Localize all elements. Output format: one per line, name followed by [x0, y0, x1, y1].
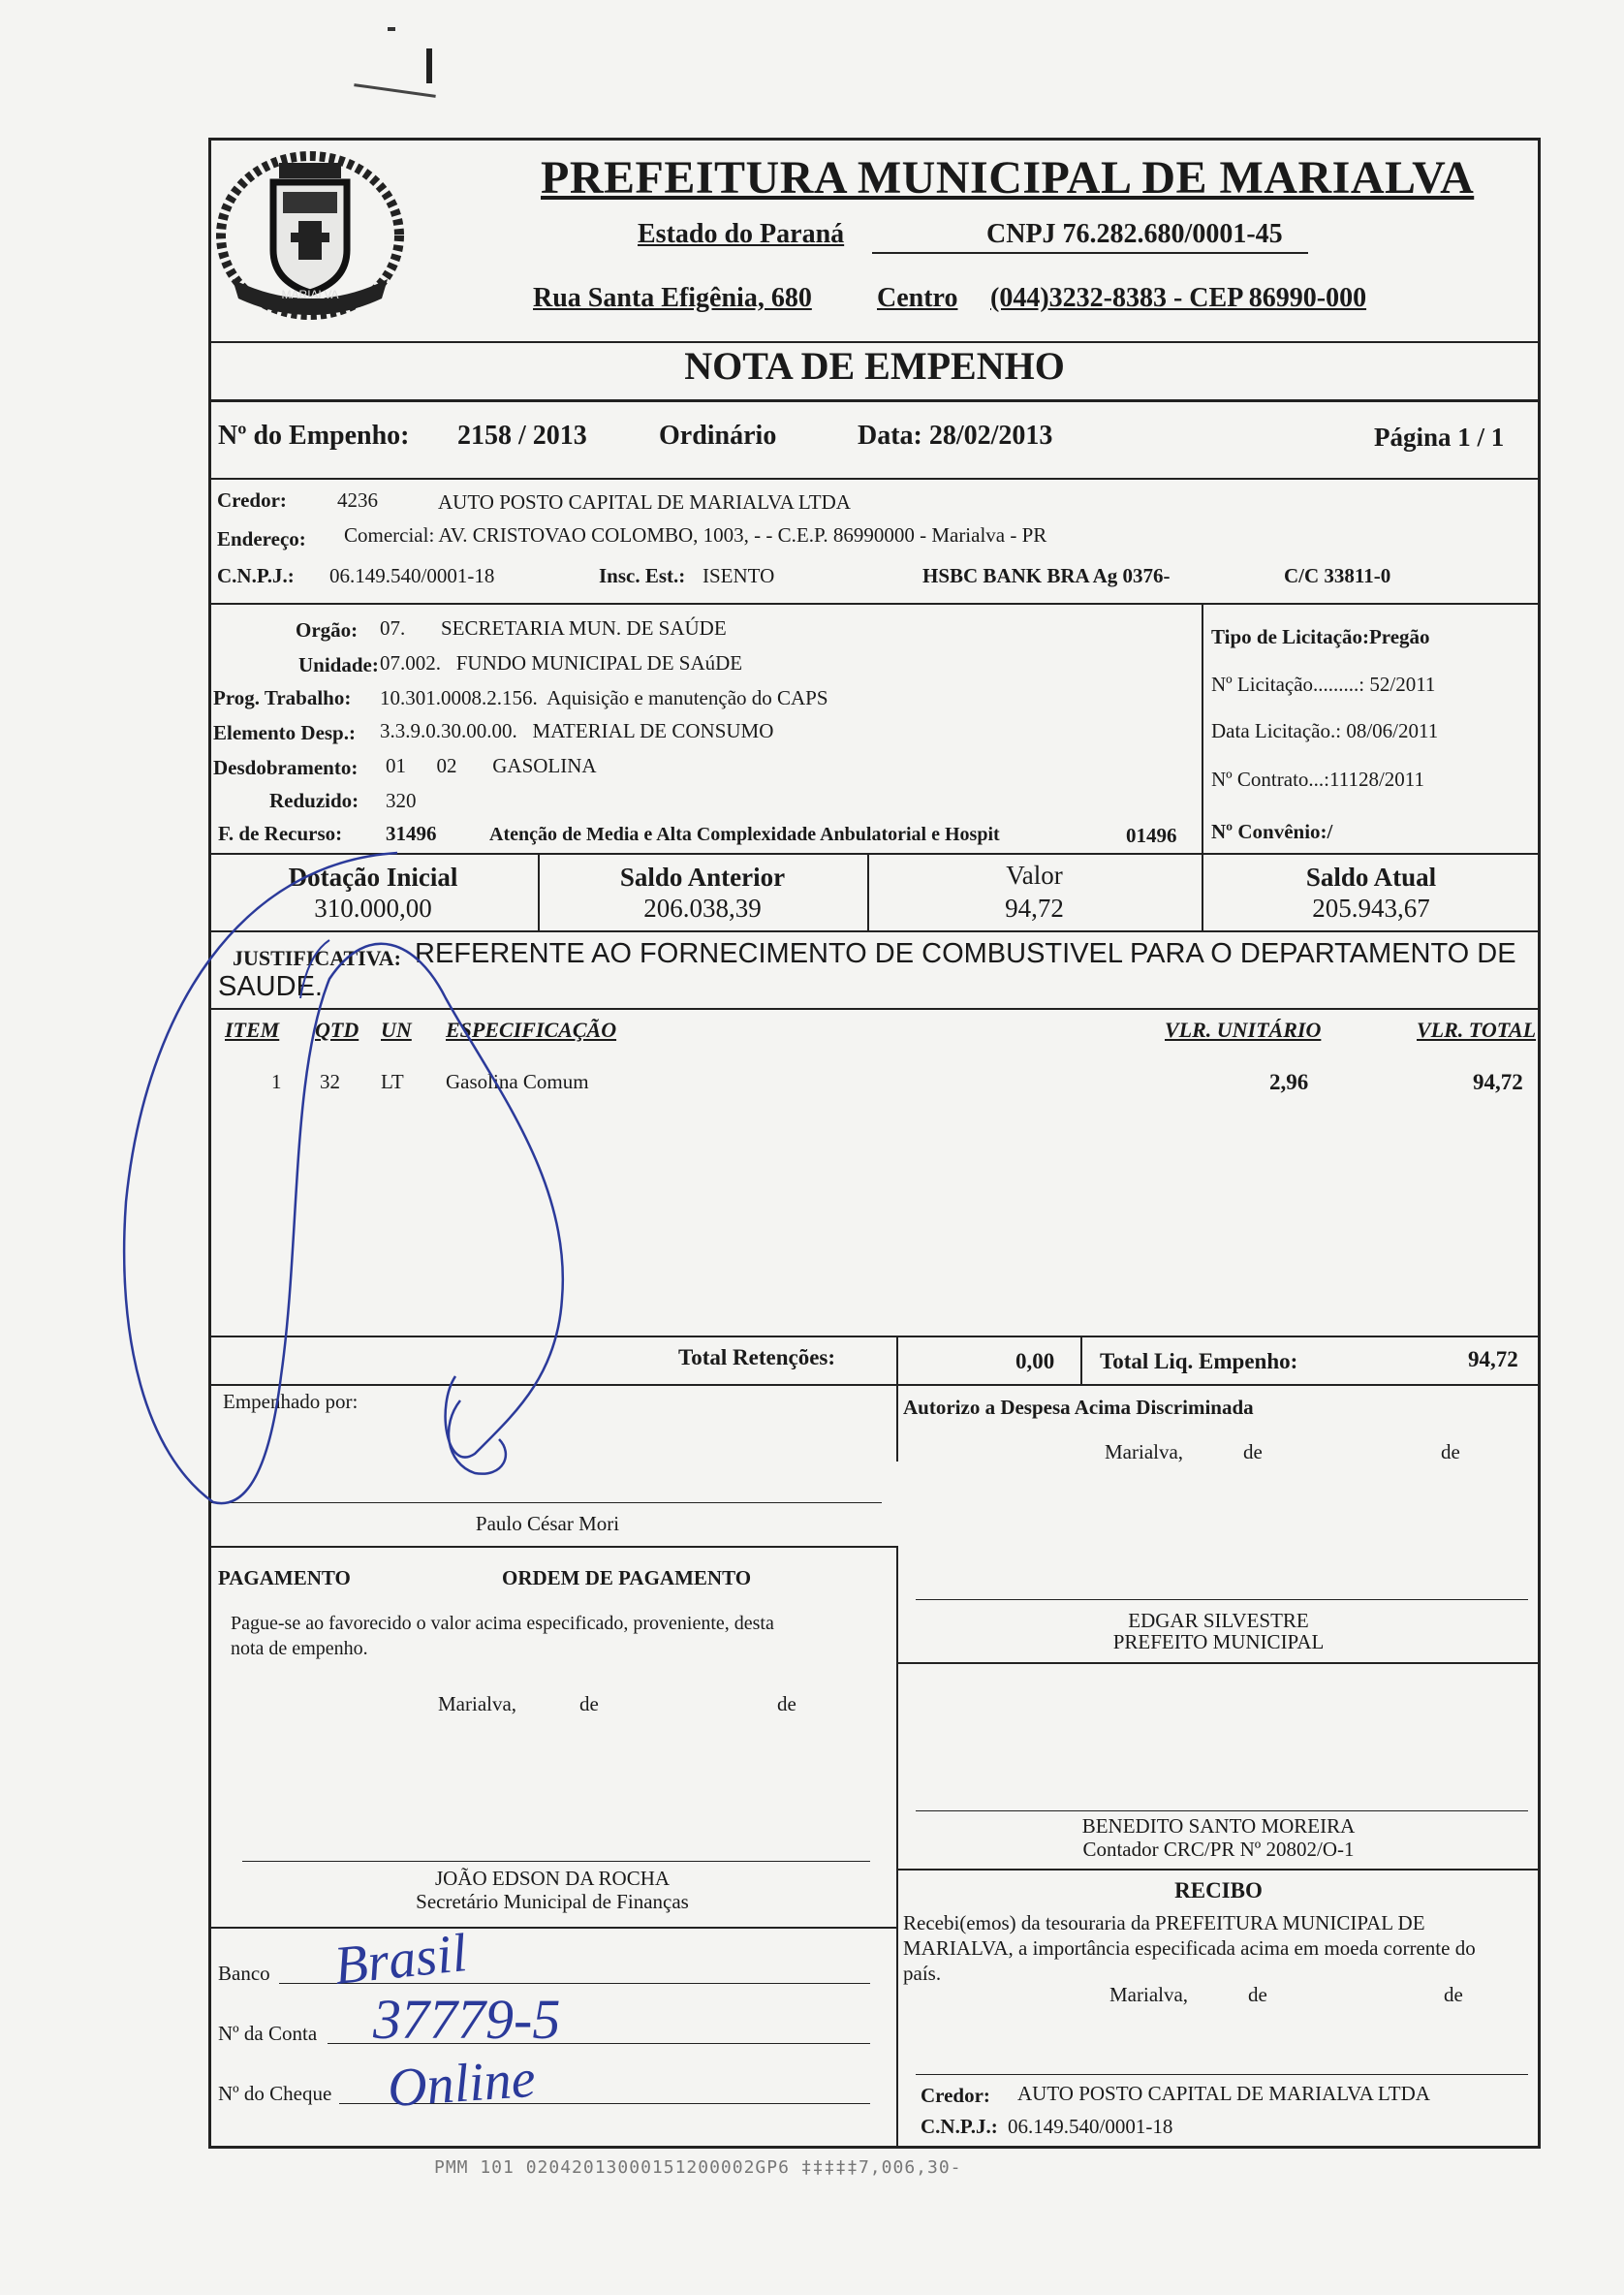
recibo-cnpj-label: C.N.P.J.:: [921, 2115, 998, 2138]
prefeito-role: PREFEITO MUNICIPAL: [1112, 1630, 1325, 1653]
prog-value: 10.301.0008.2.156. Aquisição e manutenção do CAPS: [380, 686, 828, 709]
signature-line: [916, 1810, 1528, 1811]
divider: [208, 478, 1541, 480]
credor-label: Credor:: [217, 488, 287, 512]
divider: [208, 399, 1541, 402]
recibo-city: Marialva,: [1109, 1983, 1189, 2006]
row-item: 1: [271, 1070, 282, 1093]
cnpj-field-label: C.N.P.J.:: [217, 564, 295, 587]
licitacao-convenio: Nº Convênio:/: [1211, 820, 1333, 843]
address-street: Rua Santa Efigênia, 680: [533, 283, 812, 313]
reduzido-label: Reduzido:: [269, 789, 359, 812]
orgao-label: Orgão:: [296, 618, 359, 642]
document-title: NOTA DE EMPENHO: [684, 344, 1065, 388]
desdobramento-value: 01 02 GASOLINA: [386, 754, 597, 777]
banco-label: Banco: [218, 1962, 270, 1985]
divider: [896, 1546, 898, 2147]
justificativa-label: JUSTIFICATIVA:: [233, 946, 402, 970]
recibo-text-3: país.: [903, 1962, 942, 1985]
divider: [896, 1869, 1541, 1871]
pagamento-de-2: de: [777, 1692, 796, 1715]
pagamento-city: Marialva,: [438, 1692, 517, 1715]
ordem-label: ORDEM DE PAGAMENTO: [502, 1566, 752, 1589]
credor-address: Comercial: AV. CRISTOVAO COLOMBO, 1003, - - C.E.P. 86990000 - Marialva - PR: [344, 523, 1047, 547]
col-unit: VLR. UNITÁRIO: [1165, 1018, 1322, 1042]
recibo-de-1: de: [1248, 1983, 1267, 2006]
elemento-label: Elemento Desp.:: [213, 721, 356, 744]
address-phone-cep: (044)3232-8383 - CEP 86990-000: [990, 283, 1367, 313]
divider: [896, 1662, 1541, 1664]
scan-mark: [354, 83, 436, 98]
secretario-name: JOÃO EDSON DA ROCHA: [434, 1867, 671, 1890]
coat-of-arms-logo: [213, 143, 407, 332]
cnpj-underline: [872, 252, 1308, 254]
divider: [896, 1336, 898, 1462]
justificativa-text: REFERENTE AO FORNECIMENTO DE COMBUSTIVEL PARA O DEPARTAMENTO DE: [415, 938, 1516, 969]
insc-value: ISENTO: [703, 564, 775, 587]
recibo-credor-name: AUTO POSTO CAPITAL DE MARIALVA LTDA: [1017, 2082, 1430, 2105]
orgao-value: 07. SECRETARIA MUN. DE SAÚDE: [380, 616, 727, 640]
desdobramento-label: Desdobramento:: [213, 756, 359, 779]
unidade-value: 07.002. FUNDO MUNICIPAL DE SAúDE: [380, 651, 743, 675]
prefeito-name: EDGAR SILVESTRE: [1128, 1609, 1309, 1632]
address-label: Endereço:: [217, 527, 306, 550]
page-title: PREFEITURA MUNICIPAL DE MARIALVA: [541, 152, 1475, 204]
licitacao-tipo: Tipo de Licitação:Pregão: [1211, 625, 1430, 648]
valor-value: 94,72: [1005, 894, 1064, 923]
row-spec: Gasolina Comum: [446, 1070, 589, 1093]
conta-handwritten: 37779-5: [373, 1988, 561, 2051]
svg-text:MARIALVA: MARIALVA: [281, 288, 339, 301]
col-un: UN: [381, 1018, 412, 1042]
divider: [208, 1927, 896, 1929]
bank-info: HSBC BANK BRA Ag 0376-: [922, 564, 1171, 587]
autorizo-text: Autorizo a Despesa Acima Discriminada: [903, 1396, 1254, 1419]
retencoes-label: Total Retenções:: [678, 1345, 836, 1369]
scan-mark: [388, 27, 395, 31]
autorizo-de-1: de: [1243, 1440, 1263, 1463]
licitacao-data: Data Licitação.: 08/06/2011: [1211, 719, 1439, 742]
liq-label: Total Liq. Empenho:: [1100, 1349, 1298, 1373]
recurso-label: F. de Recurso:: [218, 822, 343, 845]
justificativa-text-2: SAUDE.: [218, 971, 323, 1002]
insc-label: Insc. Est.:: [599, 564, 686, 587]
cheque-label: Nº do Cheque: [218, 2082, 332, 2105]
saldo-atual-value: 205.943,67: [1312, 894, 1430, 923]
recibo-title: RECIBO: [1174, 1878, 1263, 1902]
cheque-handwritten: Online: [386, 2048, 538, 2120]
pen-signature-oval: [107, 833, 610, 1570]
recibo-de-2: de: [1444, 1983, 1463, 2006]
account-info: C/C 33811-0: [1284, 564, 1391, 587]
pagamento-text: Pague-se ao favorecido o valor acima especificado, proveniente, desta: [231, 1613, 774, 1634]
recibo-cnpj: 06.149.540/0001-18: [1008, 2115, 1173, 2138]
divider: [208, 603, 1541, 605]
row-unit-value: 2,96: [1269, 1070, 1309, 1094]
licitacao-contrato: Nº Contrato...:11128/2011: [1211, 768, 1424, 791]
banco-handwritten: Brasil: [331, 1923, 470, 1996]
prog-label: Prog. Trabalho:: [213, 686, 352, 709]
saldo-anterior-label: Saldo Anterior: [619, 863, 786, 892]
autorizo-city: Marialva,: [1105, 1440, 1184, 1463]
row-qtd: 32: [320, 1070, 340, 1093]
empenho-number: 2158 / 2013: [457, 421, 587, 451]
recibo-text-2: MARIALVA, a importância especificada acima em moeda corrente do: [903, 1936, 1476, 1960]
unidade-label: Unidade:: [298, 653, 379, 676]
contador-role: Contador CRC/PR Nº 20802/O-1: [1082, 1838, 1355, 1861]
licitacao-numero: Nº Licitação.........: 52/2011: [1211, 673, 1436, 696]
empenhado-name: Paulo César Mori: [475, 1512, 620, 1535]
recurso-code: 31496: [386, 822, 437, 845]
saldo-atual-label: Saldo Atual: [1305, 863, 1437, 892]
credor-code: 4236: [337, 488, 378, 512]
reduzido-value: 320: [386, 789, 417, 812]
dotacao-inicial-value: 310.000,00: [314, 894, 432, 923]
row-un: LT: [381, 1070, 404, 1093]
signature-line: [916, 2074, 1528, 2075]
recibo-text: Recebi(emos) da tesouraria da PREFEITURA MUNICIPAL DE: [903, 1911, 1425, 1934]
autorizo-de-2: de: [1441, 1440, 1460, 1463]
credor-cnpj: 06.149.540/0001-18: [329, 564, 495, 587]
saldo-anterior-value: 206.038,39: [643, 894, 762, 923]
conta-label: Nº da Conta: [218, 2022, 318, 2045]
page-number: Página 1 / 1: [1374, 423, 1505, 452]
recibo-credor-label: Credor:: [921, 2084, 990, 2107]
col-spec: ESPECIFICAÇÃO: [446, 1018, 617, 1042]
recurso-code-2: 01496: [1126, 824, 1177, 847]
cnpj-label: CNPJ 76.282.680/0001-45: [986, 219, 1283, 249]
valor-label: Valor: [1006, 861, 1063, 890]
recurso-desc: Atenção de Media e Alta Complexidade Anbulatorial e Hospit: [489, 824, 1000, 845]
empenhado-label: Empenhado por:: [223, 1390, 359, 1413]
empenho-date: Data: 28/02/2013: [858, 421, 1053, 451]
row-total-value: 94,72: [1473, 1070, 1523, 1094]
divider: [1080, 1336, 1082, 1384]
signature-line: [916, 1599, 1528, 1600]
secretario-role: Secretário Municipal de Finanças: [416, 1890, 689, 1913]
col-qtd: QTD: [315, 1018, 359, 1042]
col-total: VLR. TOTAL: [1417, 1018, 1537, 1042]
empenho-number-label: Nº do Empenho:: [218, 421, 410, 451]
col-item: ITEM: [225, 1018, 280, 1042]
address-district: Centro: [877, 283, 958, 313]
pagamento-label: PAGAMENTO: [218, 1566, 351, 1589]
liq-value: 94,72: [1468, 1347, 1518, 1371]
credor-name: AUTO POSTO CAPITAL DE MARIALVA LTDA: [438, 490, 851, 514]
pagamento-de-1: de: [579, 1692, 599, 1715]
contador-name: BENEDITO SANTO MOREIRA: [1081, 1814, 1356, 1838]
pagamento-text-2: nota de empenho.: [231, 1638, 368, 1659]
elemento-value: 3.3.9.0.30.00.00. MATERIAL DE CONSUMO: [380, 719, 774, 742]
empenho-type: Ordinário: [659, 421, 777, 451]
dotacao-inicial-label: Dotação Inicial: [288, 863, 458, 892]
scan-mark: [426, 48, 432, 83]
signature-line: [242, 1861, 870, 1862]
retencoes-value: 0,00: [1015, 1349, 1055, 1373]
footer-code: PMM 101 02042013000151200002GP6 ‡‡‡‡‡7,006,30-: [434, 2157, 962, 2178]
state-label: Estado do Paraná: [638, 219, 845, 249]
